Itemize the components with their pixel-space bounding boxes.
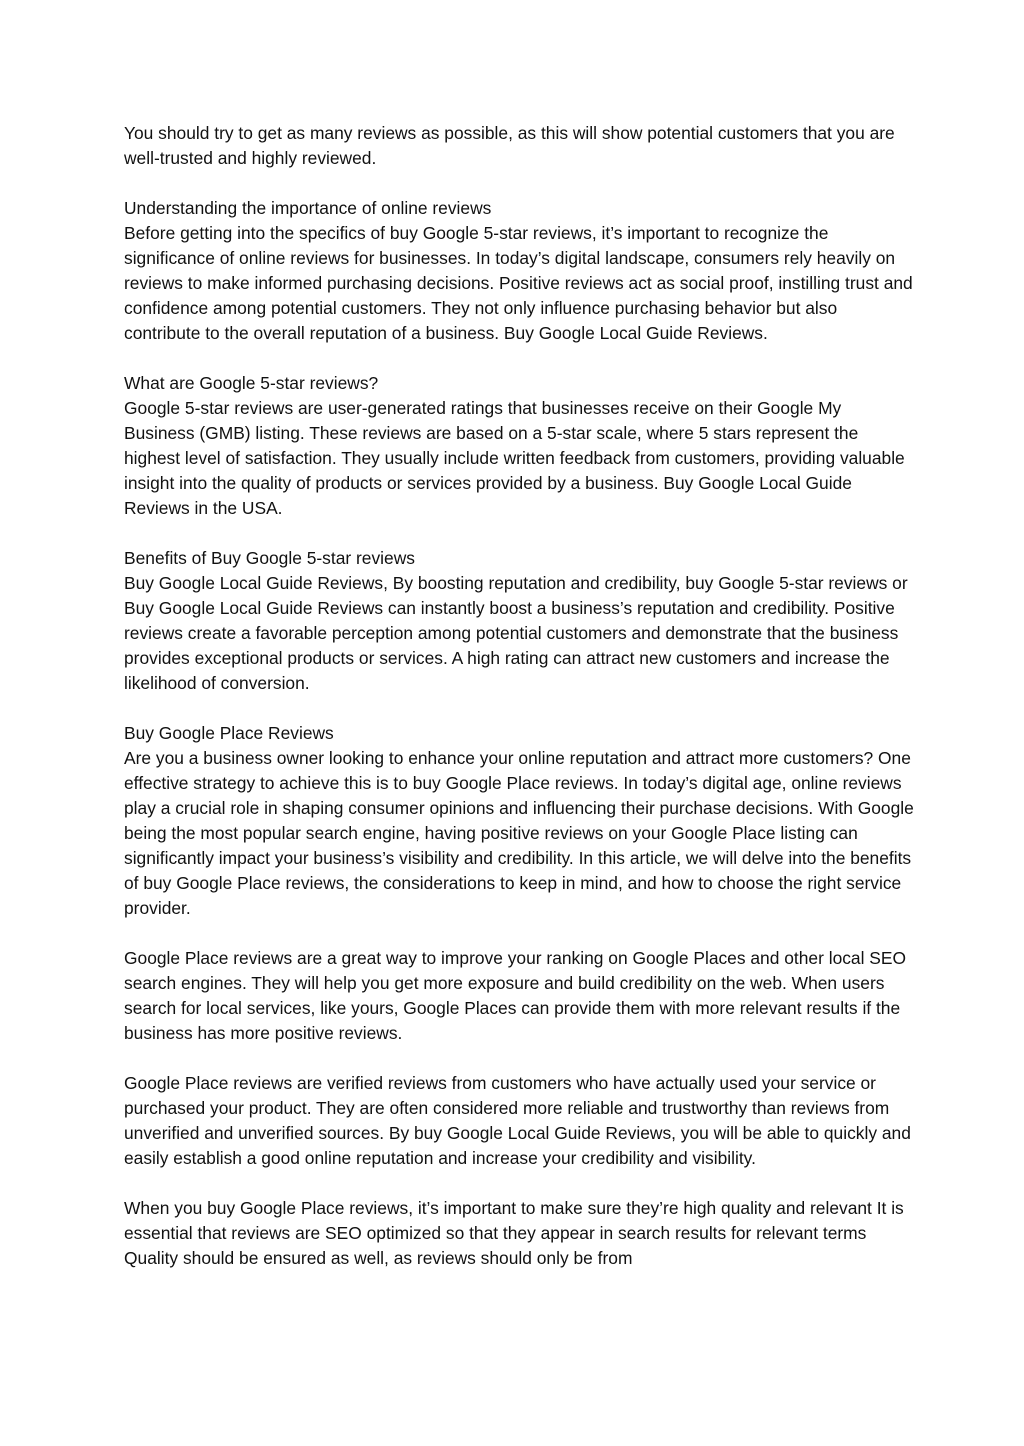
section-importance [124, 196, 914, 346]
section-buy-place-reviews [124, 721, 914, 921]
intro-paragraph-block [124, 121, 914, 171]
section-body: Are you a business owner looking to enhance your online reputation and attract more customers? One effective strategy to achieve this is to buy Google Place reviews. In today’s digital age, online reviews play a crucial role in shaping consumer opinions and influencing their purchase decisions. With Google being the most popular search engine, having positive reviews on your Google Place listing can significantly impact your business’s visibility and credibility. In this article, we will delve into the benefits of buy Google Place reviews, the considerations to keep in mind, and how to choose the right service provider. [124, 748, 914, 918]
document-page [124, 121, 914, 1296]
section-heading: What are Google 5-star reviews? [124, 373, 379, 393]
paragraph-block [124, 1196, 914, 1271]
section-body: Before getting into the specifics of buy Google 5-star reviews, it’s important to recognize the significance of online reviews for businesses. In today’s digital landscape, consumers rely heavily on reviews to make informed purchasing decisions. Positive reviews act as social proof, instilling trust and confidence among potential customers. They not only influence purchasing behavior but also contribute to the overall reputation of a business. Buy Google Local Guide Reviews. [124, 223, 913, 343]
section-heading: Understanding the importance of online reviews [124, 198, 492, 218]
section-heading: Buy Google Place Reviews [124, 723, 334, 743]
section-body: Buy Google Local Guide Reviews, By boosting reputation and credibility, buy Google 5-star reviews or Buy Google Local Guide Reviews can instantly boost a business’s reputation and credibility. Positive reviews create a favorable perception among potential customers and demonstrate that the business provides exceptional products or services. A high rating can attract new customers and increase the likelihood of conversion. [124, 573, 908, 693]
body-paragraph: When you buy Google Place reviews, it’s important to make sure they’re high quality and relevant It is essential that reviews are SEO optimized so that they appear in search results for relevant terms Quality should be ensured as well, as reviews should only be from [124, 1198, 904, 1268]
intro-paragraph: You should try to get as many reviews as possible, as this will show potential customers that you are well-trusted and highly reviewed. [124, 123, 895, 168]
section-heading: Benefits of Buy Google 5-star reviews [124, 548, 415, 568]
section-benefits [124, 546, 914, 696]
section-body: Google 5-star reviews are user-generated ratings that businesses receive on their Google My Business (GMB) listing. These reviews are based on a 5-star scale, where 5 stars represent the highest level of satisfaction. They usually include written feedback from customers, providing valuable insight into the quality of products or services provided by a business. Buy Google Local Guide Reviews in the USA. [124, 398, 905, 518]
body-paragraph: Google Place reviews are a great way to improve your ranking on Google Places and other local SEO search engines. They will help you get more exposure and build credibility on the web. When users search for local services, like yours, Google Places can provide them with more relevant results if the business has more positive reviews. [124, 948, 907, 1043]
paragraph-block [124, 1071, 914, 1171]
section-what-are-reviews [124, 371, 914, 521]
body-paragraph: Google Place reviews are verified reviews from customers who have actually used your service or purchased your product. They are often considered more reliable and trustworthy than reviews from unverified and unverified sources. By buy Google Local Guide Reviews, you will be able to quickly and easily establish a good online reputation and increase your credibility and visibility. [124, 1073, 911, 1168]
paragraph-block [124, 946, 914, 1046]
